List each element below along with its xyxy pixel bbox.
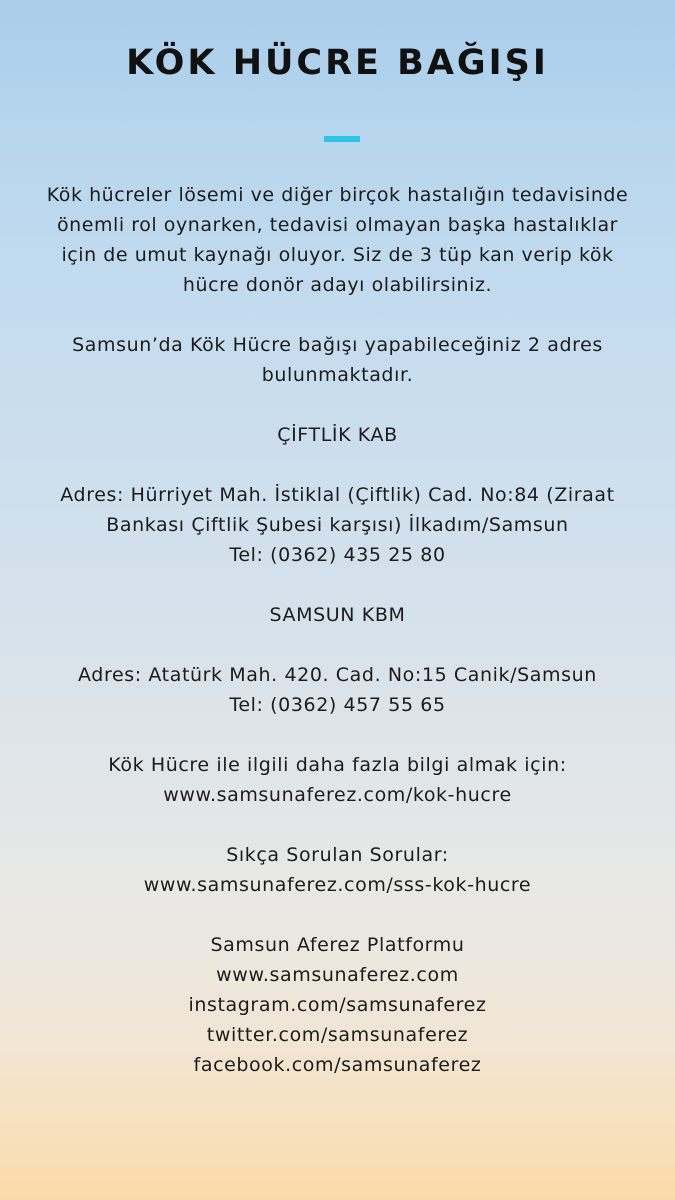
platform-contacts: [0, 930, 675, 1080]
location-1-name: ÇİFTLİK KAB: [277, 424, 398, 446]
twitter-link[interactable]: twitter.com/samsunaferez: [206, 1024, 469, 1046]
intro-paragraph: [0, 180, 675, 300]
location-2-details: [0, 660, 675, 720]
poster-content: [0, 180, 675, 1110]
accent-divider: [324, 136, 360, 142]
addresses-intro-line: bulunmaktadır.: [261, 364, 414, 386]
faq-link[interactable]: www.samsunaferez.com/sss-kok-hucre: [143, 874, 532, 896]
location-2-phone: Tel: (0362) 457 55 65: [229, 694, 446, 716]
facebook-link[interactable]: facebook.com/samsunaferez: [193, 1054, 482, 1076]
more-info: [0, 750, 675, 810]
faq: [0, 840, 675, 900]
addresses-intro: [0, 330, 675, 390]
intro-line: için de umut kaynağı oluyor. Siz de 3 tüp kan verip kök: [61, 244, 614, 266]
more-info-link[interactable]: www.samsunaferez.com/kok-hucre: [163, 784, 512, 806]
faq-label: Sıkça Sorulan Sorular:: [226, 844, 449, 866]
location-1-phone: Tel: (0362) 435 25 80: [229, 544, 446, 566]
platform-name: Samsun Aferez Platformu: [210, 934, 465, 956]
location-1-details: [0, 480, 675, 570]
addresses-intro-line: Samsun’da Kök Hücre bağışı yapabileceğiniz 2 adres: [72, 334, 603, 356]
location-1-address-line: Adres: Hürriyet Mah. İstiklal (Çiftlik) Cad. No:84 (Ziraat: [60, 484, 615, 506]
location-2-heading: [0, 600, 675, 630]
page-title: KÖK HÜCRE BAĞIŞI: [126, 43, 549, 83]
intro-line: hücre donör adayı olabilirsiniz.: [182, 274, 493, 296]
intro-line: Kök hücreler lösemi ve diğer birçok hastalığın tedavisinde: [46, 184, 629, 206]
location-1-heading: [0, 420, 675, 450]
intro-line: önemli rol oynarken, tedavisi olmayan başka hastalıklar: [56, 214, 619, 236]
more-info-label: Kök Hücre ile ilgili daha fazla bilgi almak için:: [108, 754, 567, 776]
instagram-link[interactable]: instagram.com/samsunaferez: [188, 994, 487, 1016]
location-1-address-line: Bankası Çiftlik Şubesi karşısı) İlkadım/Samsun: [106, 514, 569, 536]
website-link[interactable]: www.samsunaferez.com: [216, 964, 459, 986]
location-2-name: SAMSUN KBM: [269, 604, 406, 626]
location-2-address: Adres: Atatürk Mah. 420. Cad. No:15 Canik/Samsun: [78, 664, 597, 686]
